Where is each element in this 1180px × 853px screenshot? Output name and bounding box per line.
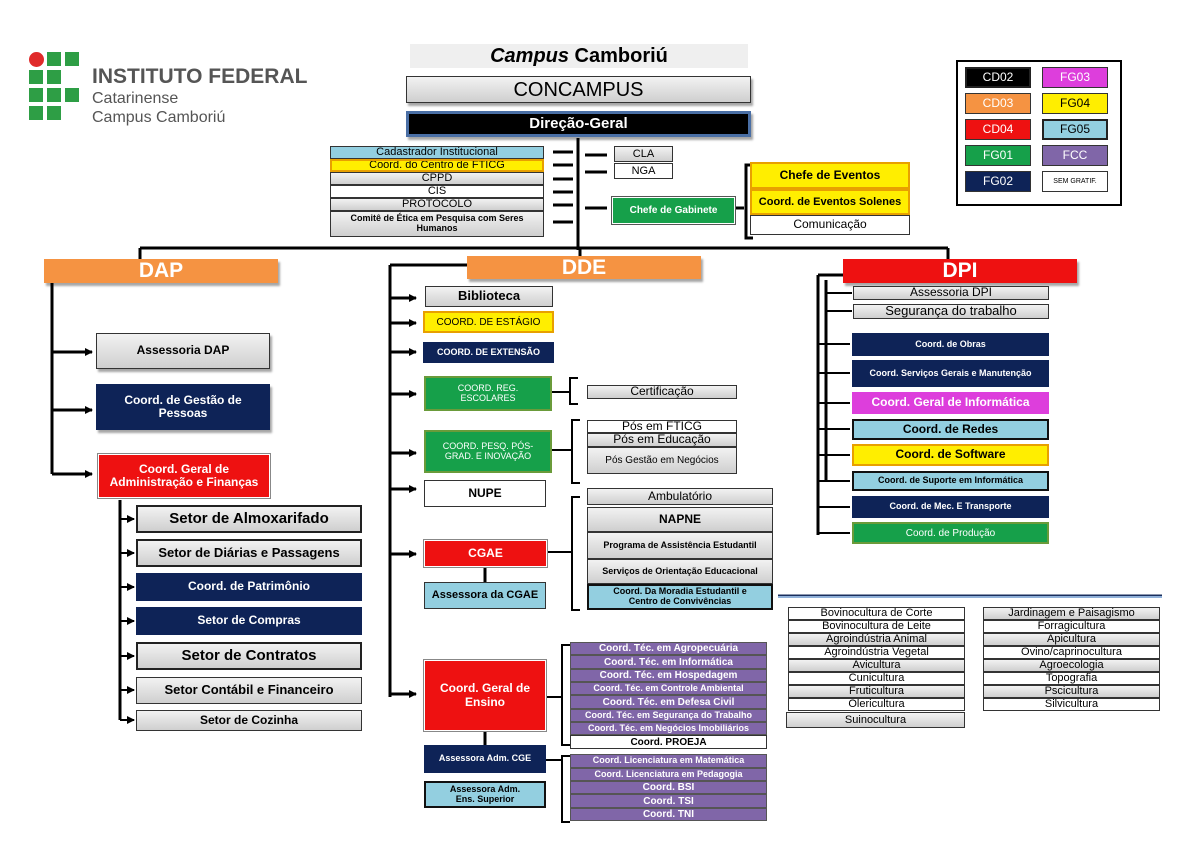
logo-title: INSTITUTO FEDERAL [92, 65, 308, 88]
logo-subtitle: Catarinense [92, 90, 179, 107]
list-item[interactable]: Coord. Téc. em Negócios Imobiliários [570, 722, 767, 735]
list-item[interactable]: Coord. Téc. em Controle Ambiental [570, 682, 767, 695]
nga-box[interactable]: NGA [614, 163, 673, 179]
list-item[interactable]: Coord. Licenciatura em Pedagogia [570, 768, 767, 781]
assessora-cge-box[interactable]: Assessora Adm. CGE [424, 745, 546, 773]
legend-cd04: CD04 [965, 119, 1031, 140]
cis-box[interactable]: CIS [330, 185, 544, 198]
certificacao-box[interactable]: Certificação [587, 385, 737, 399]
napne-box[interactable]: NAPNE [587, 507, 773, 532]
estagio-box[interactable]: COORD. DE ESTÁGIO [423, 311, 554, 333]
list-item[interactable]: Ovino/caprinocultura [983, 646, 1160, 659]
list-item[interactable]: Coord. Téc. em Informática [570, 655, 767, 669]
contratos-box[interactable]: Setor de Contratos [136, 642, 362, 670]
mec-transporte-box[interactable]: Coord. de Mec. E Transporte [852, 496, 1049, 518]
list-item[interactable]: Coord. Téc. em Defesa Civil [570, 695, 767, 709]
logo-campus: Campus Camboriú [92, 109, 226, 126]
list-item[interactable]: Coord. Téc. em Hospedagem [570, 669, 767, 682]
title-camboriu: Camboriú [569, 45, 668, 67]
assessora-sup-box[interactable]: Assessora Adm. Ens. Superior [424, 781, 546, 808]
cozinha-box[interactable]: Setor de Cozinha [136, 710, 362, 731]
compras-box[interactable]: Setor de Compras [136, 607, 362, 635]
pesq-pos-box[interactable]: COORD. PESQ. PÓS-GRAD. E INOVAÇÃO [424, 430, 552, 473]
pos-educacao-box[interactable]: Pós em Educação [587, 433, 737, 447]
reg-escolares-box[interactable]: COORD. REG. ESCOLARES [424, 376, 552, 411]
legend-fcc: FCC [1042, 145, 1108, 166]
gestao-pessoas-box[interactable]: Coord. de Gestão de Pessoas [96, 384, 270, 430]
biblioteca-box[interactable]: Biblioteca [425, 286, 553, 307]
legend-cd03: CD03 [965, 93, 1031, 114]
cla-box[interactable]: CLA [614, 146, 673, 162]
legend-fg04: FG04 [1042, 93, 1108, 114]
list-item[interactable]: Apicultura [983, 633, 1160, 646]
redes-box[interactable]: Coord. de Redes [852, 419, 1049, 440]
suporte-box[interactable]: Coord. de Suporte em Informática [852, 471, 1049, 491]
comite-etica-box[interactable]: Comitê de Ética em Pesquisa com Seres Humanos [330, 211, 544, 237]
cadastrador-box[interactable]: Cadastrador Institucional [330, 146, 544, 159]
title-campus: Campus [490, 45, 569, 67]
dpi-header[interactable]: DPI [843, 259, 1077, 283]
diarias-box[interactable]: Setor de Diárias e Passagens [136, 539, 362, 567]
coord-ensino-box[interactable]: Coord. Geral de Ensino [424, 660, 546, 731]
legend-cd02: CD02 [965, 67, 1031, 88]
legend-sem-gratif: SEM GRATIF. [1042, 171, 1108, 192]
list-item[interactable]: Silvicultura [983, 698, 1160, 711]
servicos-gerais-box[interactable]: Coord. Serviços Gerais e Manutenção [852, 360, 1049, 387]
page-title [410, 44, 748, 68]
informatica-box[interactable]: Coord. Geral de Informática [852, 392, 1049, 414]
list-item[interactable]: Coord. Téc. em Agropecuária [570, 642, 767, 655]
legend-fg03: FG03 [1042, 67, 1108, 88]
list-item[interactable]: Avicultura [788, 659, 965, 672]
almoxarifado-box[interactable]: Setor de Almoxarifado [136, 505, 362, 533]
contabil-box[interactable]: Setor Contábil e Financeiro [136, 677, 362, 704]
list-item[interactable]: Agroindústria Vegetal [788, 646, 965, 659]
list-item[interactable]: Coord. TSI [570, 794, 767, 808]
list-item[interactable]: Fruticultura [788, 685, 965, 698]
nupe-box[interactable]: NUPE [424, 480, 546, 507]
list-item[interactable]: Coord. Licenciatura em Matemática [570, 754, 767, 768]
list-item[interactable]: Bovinocultura de Corte [788, 607, 965, 620]
legend-fg01: FG01 [965, 145, 1031, 166]
programa-box[interactable]: Programa de Assistência Estudantil [587, 532, 773, 559]
fticg-box[interactable]: Coord. do Centro de FTICG [330, 159, 544, 172]
list-item[interactable]: Topografia [983, 672, 1160, 685]
protocolo-box[interactable]: PROTOCOLO [330, 198, 544, 211]
assessoria-dpi-box[interactable]: Assessoria DPI [853, 286, 1049, 300]
patrimonio-box[interactable]: Coord. de Patrimônio [136, 573, 362, 601]
list-item[interactable]: Olericultura [788, 698, 965, 711]
legend-fg02: FG02 [965, 171, 1031, 192]
list-item[interactable]: Bovinocultura de Leite [788, 620, 965, 633]
assessora-cgae-box[interactable]: Assessora da CGAE [424, 582, 546, 609]
eventos-solenes-box[interactable]: Coord. de Eventos Solenes [750, 189, 910, 215]
seguranca-box[interactable]: Segurança do trabalho [853, 304, 1049, 319]
producao-box[interactable]: Coord. de Produção [852, 522, 1049, 544]
list-item[interactable]: Coord. TNI [570, 808, 767, 821]
ambulatorio-box[interactable]: Ambulatório [587, 488, 773, 505]
list-item[interactable]: Cunicultura [788, 672, 965, 685]
chefe-gabinete-box[interactable]: Chefe de Gabinete [612, 197, 735, 224]
comunicacao-box[interactable]: Comunicação [750, 215, 910, 235]
list-item[interactable]: Forragicultura [983, 620, 1160, 633]
dap-header[interactable]: DAP [44, 259, 278, 283]
cgae-box[interactable]: CGAE [424, 540, 547, 567]
software-box[interactable]: Coord. de Software [852, 444, 1049, 466]
list-item[interactable]: Suinocultura [786, 712, 965, 728]
direcao-geral-box[interactable]: Direção-Geral [406, 111, 751, 137]
list-item[interactable]: Agroindústria Animal [788, 633, 965, 646]
pos-gestao-box[interactable]: Pós Gestão em Negócios [587, 447, 737, 474]
legend-fg05: FG05 [1042, 119, 1108, 140]
assessoria-dap-box[interactable]: Assessoria DAP [96, 333, 270, 369]
list-item[interactable]: Jardinagem e Paisagismo [983, 607, 1160, 620]
list-item[interactable]: Coord. PROEJA [570, 735, 767, 749]
list-item[interactable]: Coord. Téc. em Segurança do Trabalho [570, 709, 767, 722]
chefe-eventos-box[interactable]: Chefe de Eventos [750, 162, 910, 189]
moradia-box[interactable]: Coord. Da Moradia Estudantil e Centro de Convivências [587, 584, 773, 610]
list-item[interactable]: Coord. BSI [570, 781, 767, 794]
list-item[interactable]: Agroecologia [983, 659, 1160, 672]
list-item[interactable]: Pscicultura [983, 685, 1160, 698]
dde-header[interactable]: DDE [467, 256, 701, 279]
concampus-box[interactable]: CONCAMPUS [406, 76, 751, 103]
servicos-box[interactable]: Serviços de Orientação Educacional [587, 559, 773, 584]
coord-geral-adm-box[interactable]: Coord. Geral de Administração e Finanças [98, 454, 270, 498]
pos-fticg-box[interactable]: Pós em FTICG [587, 420, 737, 433]
extensao-box[interactable]: COORD. DE EXTENSÃO [423, 342, 554, 363]
cppd-box[interactable]: CPPD [330, 172, 544, 185]
obras-box[interactable]: Coord. de Obras [852, 333, 1049, 356]
